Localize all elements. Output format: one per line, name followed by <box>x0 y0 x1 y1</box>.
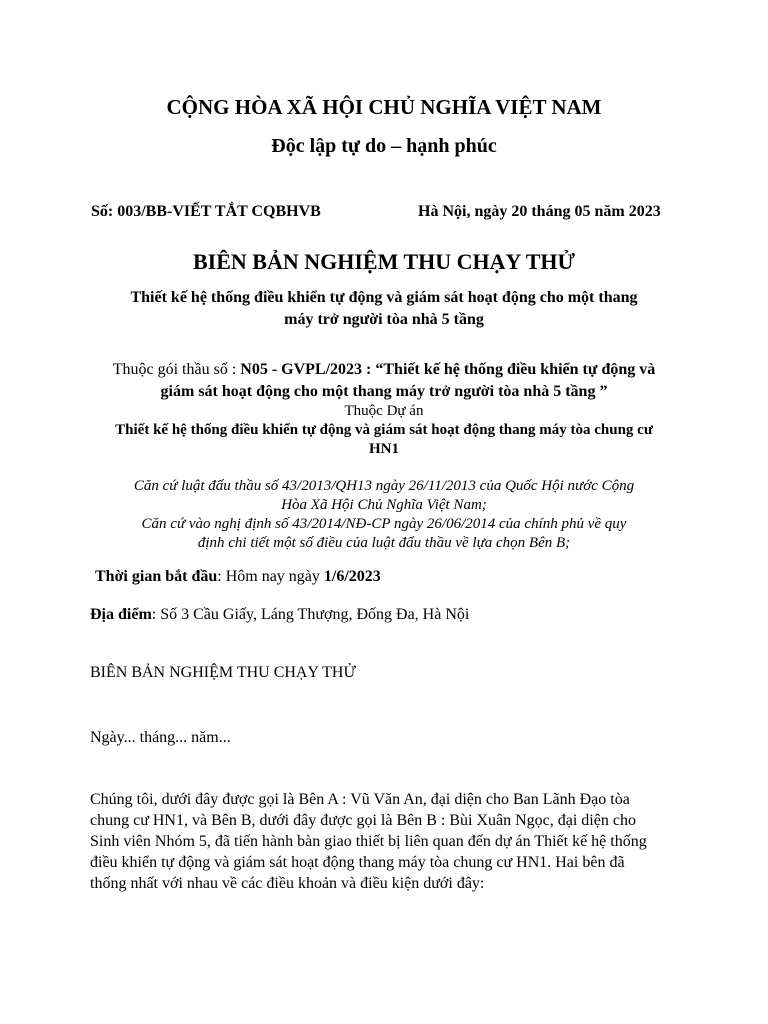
motto: Độc lập tự do – hạnh phúc <box>271 135 497 157</box>
place-date: Hà Nội, ngày 20 tháng 05 năm 2023 <box>418 203 661 220</box>
nation-header: CỘNG HÒA XÃ HỘI CHỦ NGHĨA VIỆT NAM <box>166 95 602 119</box>
start-time-label: Thời gian bắt đầu <box>95 568 218 585</box>
project-label: Thuộc Dự án <box>344 403 424 419</box>
body-line-4: điều khiển tự động và giám sát hoạt động thang máy tòa chung cư HN1. Hai bên đã <box>90 854 625 871</box>
package-line-2: giám sát hoạt động cho một thang máy trở người tòa nhà 5 tầng ” <box>160 383 608 400</box>
package-line-1 <box>0 361 768 379</box>
start-time-prefix: : Hôm nay ngày <box>217 568 324 585</box>
location <box>90 606 469 624</box>
subtitle-line-1: Thiết kế hệ thống điều khiển tự động và giám sát hoạt động cho một thang <box>130 289 638 306</box>
location-label: Địa điểm <box>90 606 152 623</box>
legal-basis-line-2: Hòa Xã Hội Chủ Nghĩa Việt Nam; <box>281 497 487 513</box>
package-code: N05 - GVPL/2023 : “Thiết kế hệ thống điều khiển tự động và <box>240 361 656 378</box>
section-title: BIÊN BẢN NGHIỆM THU CHẠY THỬ <box>90 664 356 681</box>
legal-basis-line-1: Căn cứ luật đấu thầu số 43/2013/QH13 ngày 26/11/2013 của Quốc Hội nước Cộng <box>133 478 635 494</box>
date-placeholder: Ngày... tháng... năm... <box>90 729 231 746</box>
project-name-line-2: HN1 <box>369 441 399 457</box>
location-value: : Số 3 Cầu Giấy, Láng Thượng, Đống Đa, Hà Nội <box>151 606 470 623</box>
document-number: Số: 003/BB-VIẾT TẮT CQBHVB <box>91 203 321 220</box>
body-line-3: Sinh viên Nhóm 5, đã tiến hành bàn giao thiết bị liên quan đến dự án Thiết kế hệ thống <box>90 833 647 850</box>
legal-basis-line-4: định chi tiết một số điều của luật đấu thầu về lựa chọn Bên B; <box>197 535 571 551</box>
project-name-line-1: Thiết kế hệ thống điều khiển tự động và giám sát hoạt động thang máy tòa chung cư <box>115 422 653 438</box>
document-title: BIÊN BẢN NGHIỆM THU CHẠY THỬ <box>193 249 575 274</box>
subtitle-line-2: máy trở người tòa nhà 5 tầng <box>284 311 484 328</box>
start-time-date: 1/6/2023 <box>323 568 381 585</box>
package-prefix: Thuộc gói thầu số : <box>112 361 241 378</box>
body-line-2: chung cư HN1, và Bên B, dưới đây được gọi là Bên B : Bùi Xuân Ngọc, đại diện cho <box>90 812 636 829</box>
body-line-5: thống nhất với nhau về các điều khoản và điều kiện dưới đây: <box>90 875 485 892</box>
start-time <box>95 568 381 586</box>
body-line-1: Chúng tôi, dưới đây được gọi là Bên A : Vũ Văn An, đại diện cho Ban Lãnh Đạo tòa <box>90 791 630 808</box>
legal-basis-line-3: Căn cứ vào nghị định số 43/2014/NĐ-CP ngày 26/06/2014 của chính phủ về quy <box>141 516 627 532</box>
